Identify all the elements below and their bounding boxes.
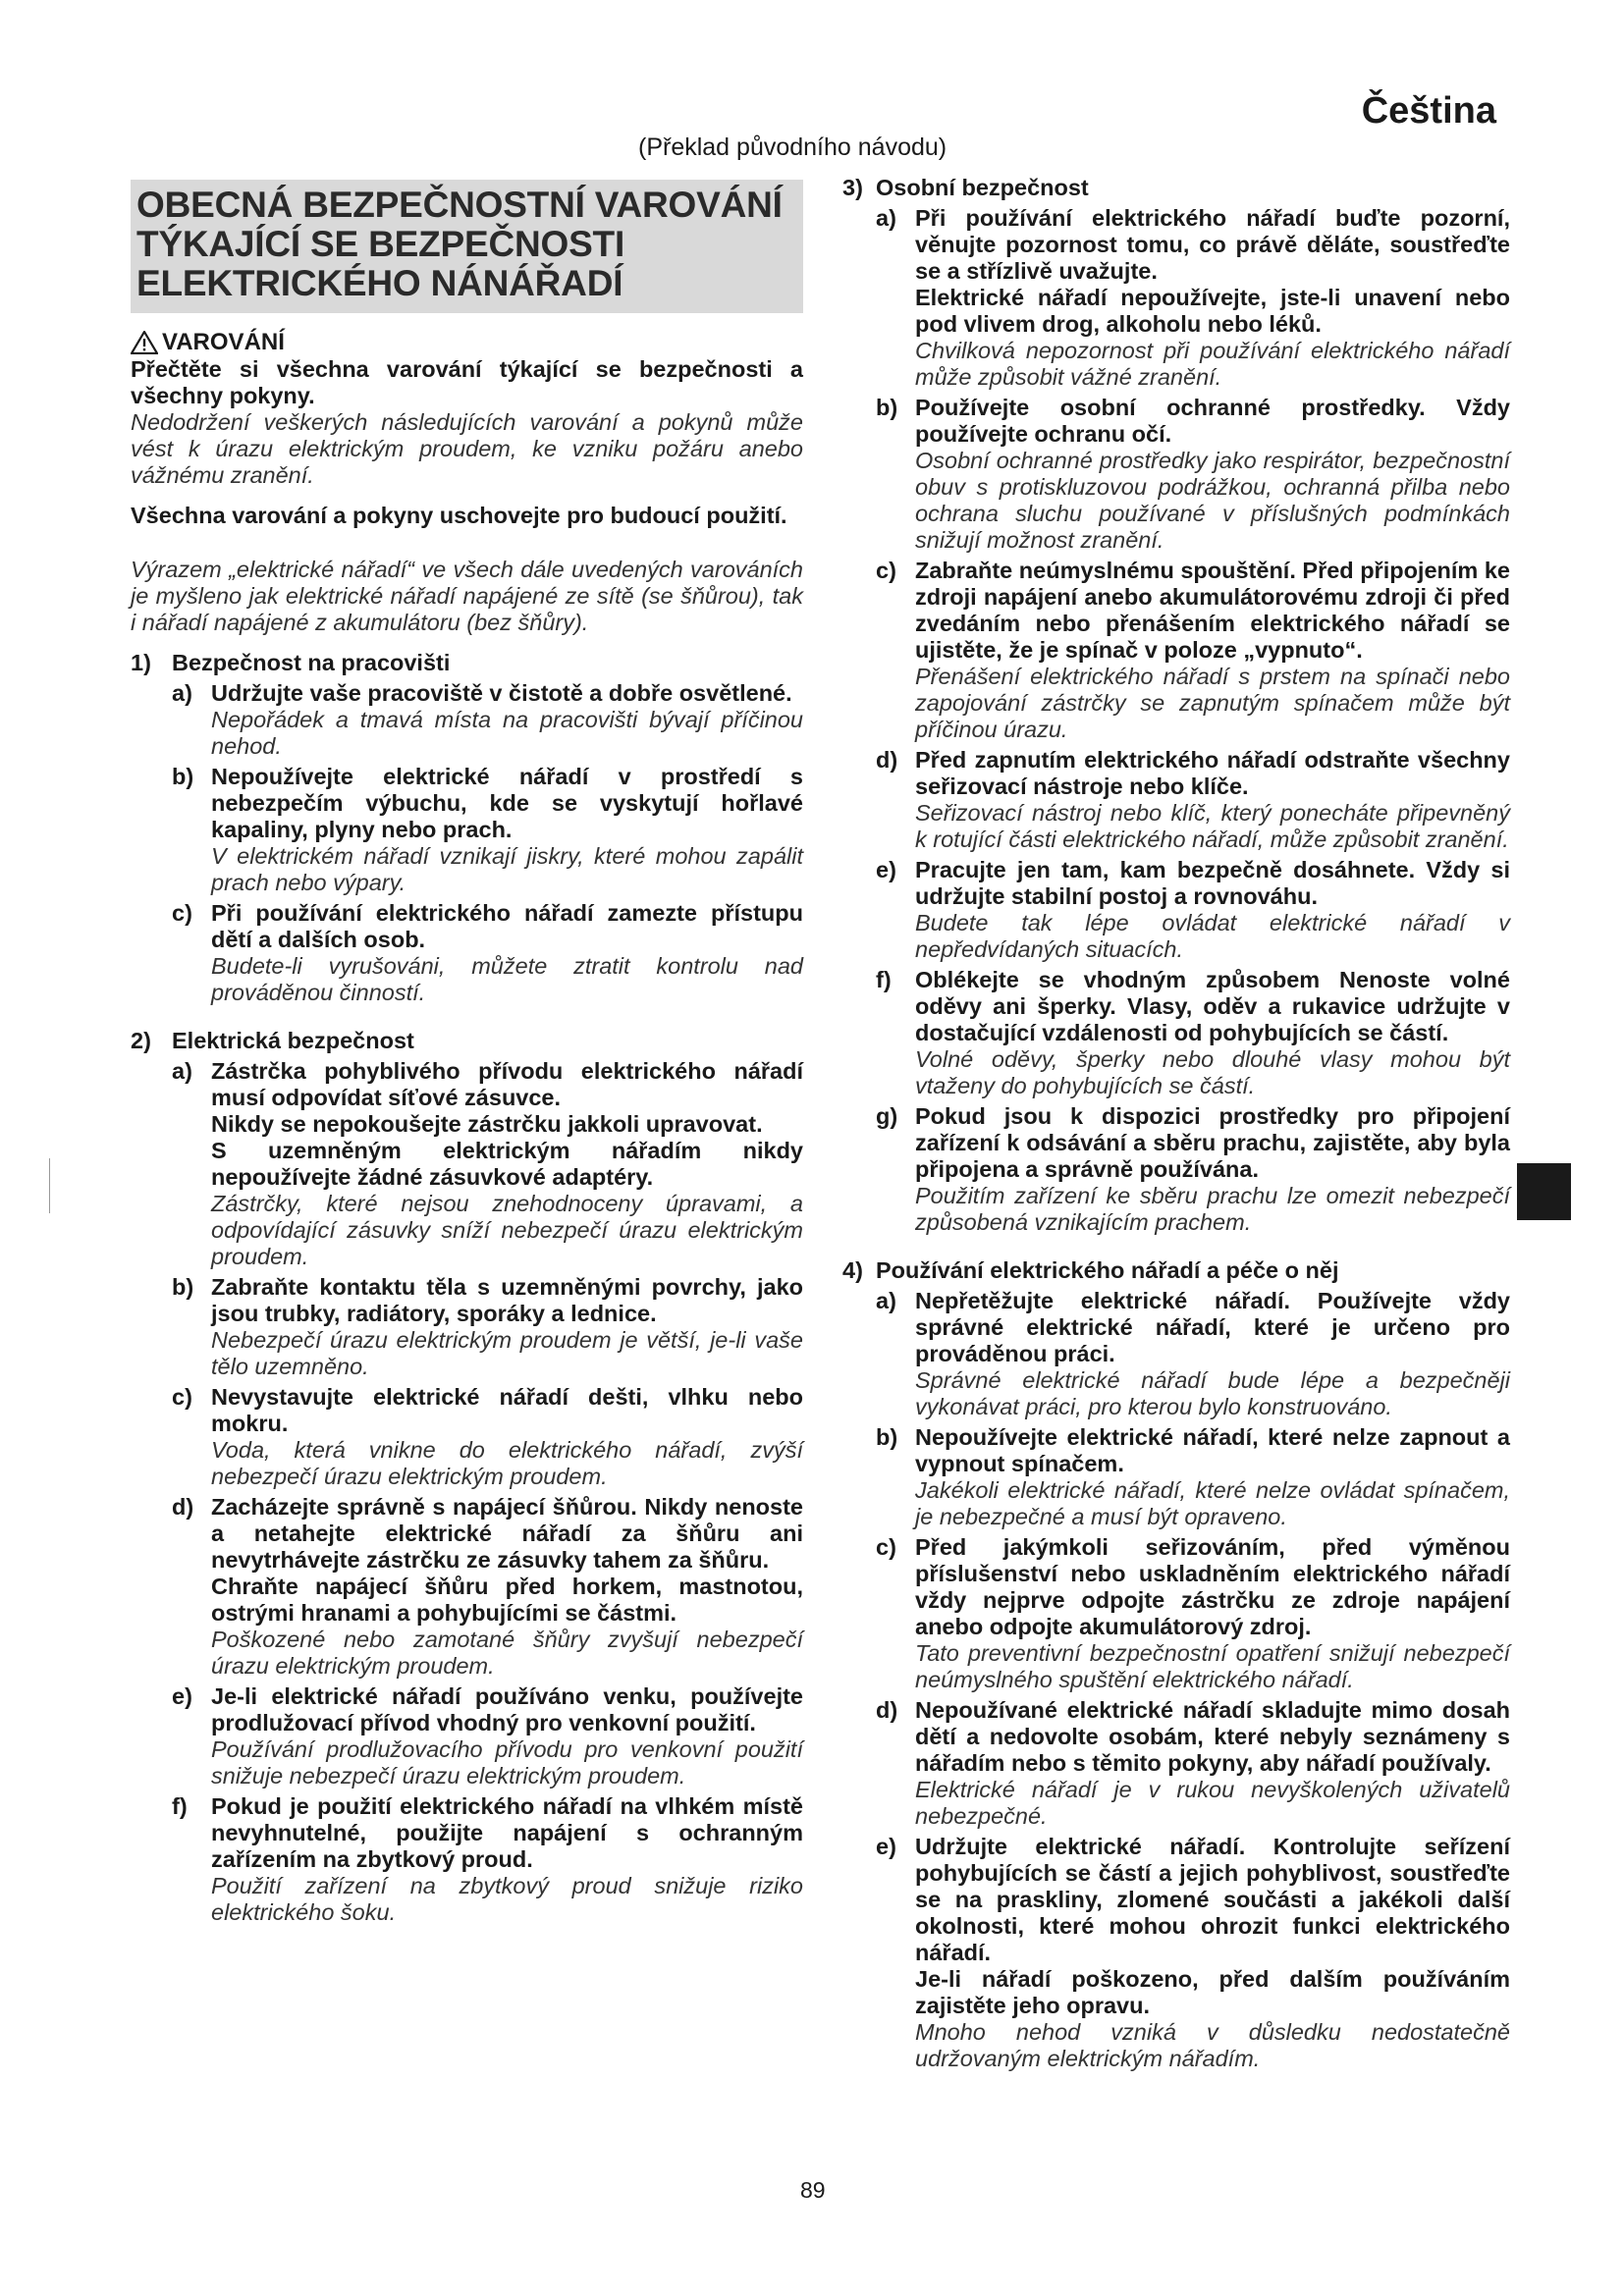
section-number: 4) — [842, 1257, 863, 1283]
section-number: 1) — [131, 650, 151, 675]
item-instruction: Nepoužívané elektrické nářadí skladujte mimo dosah dětí a nedovolte osobám, které nebyly seznámeny s nářadím nebo s těmito pokyny, aby nářadí používaly. — [915, 1697, 1510, 1776]
item-instruction: Nepřetěžujte elektrické nářadí. Používejte vždy správné elektrické nářadí, které je určeno pro prováděnou práci. — [915, 1288, 1510, 1366]
list-item — [172, 900, 803, 1006]
item-explanation: Chvilková nepozornost při používání elektrického nářadí může způsobit vážné zranění. — [915, 338, 1510, 390]
margin-mark — [49, 1158, 50, 1213]
item-instruction: Před jakýmkoli seřizováním, před výměnou příslušenství nebo uskladněním elektrického nářadí vždy nejprve odpojte zástrčku ze zdroje napájení anebo odpojte akumulátorový zdroj. — [915, 1534, 1510, 1639]
item-explanation: Budete-li vyrušováni, můžete ztratit kontrolu nad prováděnou činností. — [211, 953, 803, 1005]
item-instruction: Zabraňte neúmyslnému spouštění. Před připojením ke zdroji napájení anebo akumulátorovému zdroji či před zvedáním nebo přenášením elektrického nářadí se ujistěte, že je spínač v poloze „vypnuto“. — [915, 558, 1510, 663]
list-item — [876, 395, 1510, 554]
item-letter: b) — [876, 395, 898, 420]
item-instruction: Zástrčka pohyblivého přívodu elektrického nářadí musí odpovídat síťové zásuvce. — [211, 1058, 803, 1110]
section-number: 2) — [131, 1028, 151, 1053]
item-instruction: Udržujte vaše pracoviště v čistotě a dobře osvětlené. — [211, 680, 792, 706]
section-title: Elektrická bezpečnost — [172, 1028, 414, 1053]
item-letter: f) — [172, 1793, 188, 1819]
list-item — [876, 857, 1510, 963]
warning-label-text: VAROVÁNÍ — [162, 329, 285, 355]
list-item — [876, 1834, 1510, 2072]
item-explanation: V elektrickém nářadí vznikají jiskry, které mohou zapálit prach nebo výpary. — [211, 843, 803, 895]
list-item — [172, 764, 803, 896]
item-letter: e) — [876, 1834, 896, 1859]
item-instruction: Nepoužívejte elektrické nářadí, které nelze zapnout a vypnout spínačem. — [915, 1424, 1510, 1476]
list-item — [876, 747, 1510, 853]
item-explanation: Jakékoli elektrické nářadí, které nelze ovládat spínačem, je nebezpečné a musí být opraveno. — [915, 1477, 1510, 1529]
item-explanation: Poškozené nebo zamotané šňůry zvyšují nebezpečí úrazu elektrickým proudem. — [211, 1627, 803, 1679]
list-item — [876, 1697, 1510, 1830]
item-instruction: Používejte osobní ochranné prostředky. Vždy používejte ochranu očí. — [915, 395, 1510, 447]
list-item — [876, 967, 1510, 1099]
item-explanation: Nepořádek a tmavá místa na pracovišti bývají příčinou nehod. — [211, 707, 803, 759]
translation-note: (Překlad původního návodu) — [638, 133, 947, 161]
item-letter: e) — [172, 1683, 192, 1709]
item-instruction: Pokud je použití elektrického nářadí na vlhkém místě nevyhnutelné, použijte napájení s ochranným zařízením na zbytkový proud. — [211, 1793, 803, 1872]
item-instruction: Zacházejte správně s napájecí šňůrou. Nikdy nenoste a netahejte elektrické nářadí za šňůru ani nevytrhávejte zástrčku ze zásuvky tahem za šňůru. — [211, 1494, 803, 1573]
item-instruction: Nevystavujte elektrické nářadí dešti, vlhku nebo mokru. — [211, 1384, 803, 1436]
list-item — [172, 1058, 803, 1270]
list-item — [876, 1288, 1510, 1420]
list-item — [876, 1103, 1510, 1236]
item-explanation: Budete tak lépe ovládat elektrické nářadí v nepředvídaných situacích. — [915, 910, 1510, 962]
item-letter: d) — [876, 1697, 898, 1723]
section-title: Bezpečnost na pracovišti — [172, 650, 451, 675]
item-letter: g) — [876, 1103, 898, 1129]
warning-definition: Výrazem „elektrické nářadí“ ve všech dále uvedených varováních je myšleno jak elektrické nářadí napájené ze sítě (se šňůrou), tak i nářadí napájené z akumulátoru (bez šňůry). — [131, 557, 803, 635]
list-item — [172, 1793, 803, 1926]
section-1-heading — [131, 650, 803, 676]
item-instruction: Pracujte jen tam, kam bezpečně dosáhnete. Vždy si udržujte stabilní postoj a rovnováhu. — [915, 857, 1510, 909]
item-instruction: Zabraňte kontaktu těla s uzemněnými povrchy, jako jsou trubky, radiátory, sporáky a lednice. — [211, 1274, 803, 1326]
list-item — [876, 205, 1510, 391]
list-item — [876, 1534, 1510, 1693]
section-title: Používání elektrického nářadí a péče o něj — [876, 1257, 1339, 1283]
list-item — [876, 558, 1510, 743]
item-instruction: S uzemněným elektrickým nářadím nikdy nepoužívejte žádné zásuvkové adaptéry. — [211, 1138, 803, 1190]
section-4-heading — [842, 1257, 1510, 1284]
right-column — [842, 175, 1510, 2072]
item-explanation: Používání prodlužovacího přívodu pro venkovní použití snižuje nebezpečí úrazu elektrickým proudem. — [211, 1736, 803, 1789]
section-2-heading — [131, 1028, 803, 1054]
item-letter: a) — [172, 1058, 192, 1084]
item-explanation: Použití zařízení na zbytkový proud snižuje riziko elektrického šoku. — [211, 1873, 803, 1925]
item-letter: a) — [172, 680, 192, 706]
item-instruction: Je-li elektrické nářadí používáno venku, používejte prodlužovací přívod vhodný pro venkovní použití. — [211, 1683, 803, 1735]
item-explanation: Voda, která vnikne do elektrického nářadí, zvýší nebezpečí úrazu elektrickým proudem. — [211, 1437, 803, 1489]
warning-consequence: Nedodržení veškerých následujících varování a pokynů může vést k úrazu elektrickým proudem, ke vzniku požáru anebo vážnému zranění. — [131, 409, 803, 488]
language-label: Čeština — [1361, 90, 1496, 132]
item-instruction: Elektrické nářadí nepoužívejte, jste-li unavení nebo pod vlivem drog, alkoholu nebo léků. — [915, 285, 1510, 337]
item-letter: e) — [876, 857, 896, 882]
item-letter: d) — [172, 1494, 194, 1520]
item-instruction: Je-li nářadí poškozeno, před dalším používáním zajistěte jeho opravu. — [915, 1966, 1510, 2018]
item-instruction: Při používání elektrického nářadí zamezte přístupu dětí a dalších osob. — [211, 900, 803, 952]
item-letter: c) — [876, 1534, 896, 1560]
warning-triangle-icon — [131, 331, 158, 354]
section-number: 3) — [842, 175, 863, 200]
warning-label — [131, 329, 803, 356]
list-item — [172, 1683, 803, 1789]
item-explanation: Mnoho nehod vzniká v důsledku nedostatečně udržovaným elektrickým nářadím. — [915, 2019, 1510, 2071]
section-title: Osobní bezpečnost — [876, 175, 1089, 200]
item-letter: b) — [172, 1274, 194, 1300]
item-explanation: Seřizovací nástroj nebo klíč, který ponecháte připevněný k rotující části elektrického nářadí, může způsobit zranění. — [915, 800, 1510, 852]
item-letter: b) — [876, 1424, 898, 1450]
item-instruction: Pokud jsou k dispozici prostředky pro připojení zařízení k odsávání a sběru prachu, zajistěte, aby byla připojena a správně používána. — [915, 1103, 1510, 1182]
left-column — [131, 180, 803, 1926]
item-instruction: Udržujte elektrické nářadí. Kontrolujte seřízení pohybujících se částí a jejich pohyblivost, soustřeďte se na praskliny, zlomené součásti a jakékoli další okolnosti, které mohou ohrozit funkci elektrického nářadí. — [915, 1834, 1510, 1965]
section-heading: OBECNÁ BEZPEČNOSTNÍ VAROVÁNÍ TÝKAJÍCÍ SE BEZPEČNOSTI ELEKTRICKÉHO NÁNÁŘADÍ — [131, 180, 803, 313]
item-instruction: Při používání elektrického nářadí buďte pozorní, věnujte pozornost tomu, co právě děláte, soustřeďte se a střízlivě uvažujte. — [915, 205, 1510, 284]
item-letter: c) — [172, 1384, 192, 1410]
item-instruction: Chraňte napájecí šňůru před horkem, mastnotou, ostrými hranami a pohybujícími se částmi. — [211, 1574, 803, 1626]
list-item — [172, 680, 803, 760]
item-explanation: Přenášení elektrického nářadí s prstem na spínači nebo zapojování zástrčky se zapnutým spínačem může být příčinou úrazu. — [915, 664, 1510, 742]
section-3-heading — [842, 175, 1510, 201]
item-letter: a) — [876, 205, 896, 231]
list-item — [172, 1494, 803, 1680]
language-tab-marker — [1517, 1163, 1571, 1220]
item-explanation: Osobní ochranné prostředky jako respirátor, bezpečnostní obuv s protiskluzovou podrážkou, ochranná přilba nebo ochrana sluchu používané v příslušných podmínkách snižují možnost zranění. — [915, 448, 1510, 553]
item-instruction: Oblékejte se vhodným způsobem Nenoste volné oděvy ani šperky. Vlasy, oděv a rukavice udržujte v dostačující vzdálenosti od pohybujících se částí. — [915, 967, 1510, 1045]
item-explanation: Elektrické nářadí je v rukou nevyškolených uživatelů nebezpečné. — [915, 1777, 1510, 1829]
page-number: 89 — [800, 2177, 826, 2203]
item-explanation: Tato preventivní bezpečnostní opatření snižují nebezpečí neúmyslného spuštění elektrického nářadí. — [915, 1640, 1510, 1692]
item-letter: d) — [876, 747, 898, 773]
item-instruction: Nikdy se nepokoušejte zástrčku jakkoli upravovat. — [211, 1111, 763, 1137]
item-letter: a) — [876, 1288, 896, 1313]
item-explanation: Nebezpečí úrazu elektrickým proudem je větší, je-li vaše tělo uzemněno. — [211, 1327, 803, 1379]
item-instruction: Nepoužívejte elektrické nářadí v prostředí s nebezpečím výbuchu, kde se vyskytují hořlavé kapaliny, plyny nebo prach. — [211, 764, 803, 842]
list-item — [172, 1274, 803, 1380]
item-letter: f) — [876, 967, 892, 992]
item-explanation: Použitím zařízení ke sběru prachu lze omezit nebezpečí způsobená vznikajícím prachem. — [915, 1183, 1510, 1235]
list-item — [876, 1424, 1510, 1530]
item-explanation: Správné elektrické nářadí bude lépe a bezpečněji vykonávat práci, pro kterou bylo konstruováno. — [915, 1367, 1510, 1419]
warning-read-all: Přečtěte si všechna varování týkající se bezpečnosti a všechny pokyny. — [131, 356, 803, 408]
item-letter: c) — [876, 558, 896, 583]
item-letter: b) — [172, 764, 194, 789]
warning-keep: Všechna varování a pokyny uschovejte pro budoucí použití. — [131, 503, 787, 528]
item-letter: c) — [172, 900, 192, 926]
item-instruction: Před zapnutím elektrického nářadí odstraňte všechny seřizovací nástroje nebo klíče. — [915, 747, 1510, 799]
list-item — [172, 1384, 803, 1490]
item-explanation: Zástrčky, které nejsou znehodnoceny úpravami, a odpovídající zásuvky sníží nebezpečí úrazu elektrickým proudem. — [211, 1191, 803, 1269]
item-explanation: Volné oděvy, šperky nebo dlouhé vlasy mohou být vtaženy do pohybujících se částí. — [915, 1046, 1510, 1098]
